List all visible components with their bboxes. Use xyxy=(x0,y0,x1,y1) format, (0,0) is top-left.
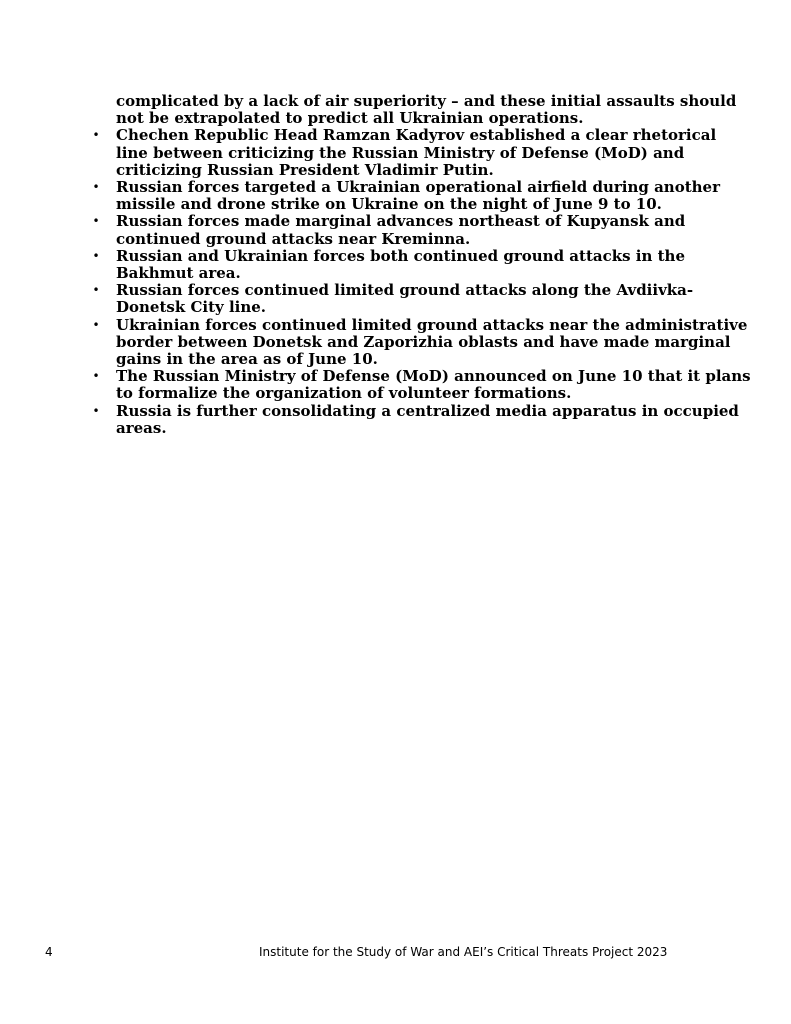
list-item xyxy=(92,281,751,317)
bullet-icon: • xyxy=(92,369,100,384)
bullet-icon: • xyxy=(92,248,100,263)
list-item xyxy=(92,401,751,437)
list-item-text: Russian forces targeted a Ukrainian operational airfield during another missile and drone strike on Ukraine on the night of June 9 to 10. xyxy=(116,178,720,214)
list-item xyxy=(92,178,751,214)
bullet-icon: • xyxy=(92,403,100,418)
list-item-text: Russian forces made marginal advances northeast of Kupyansk and continued ground attacks near Kreminna. xyxy=(116,212,686,248)
list-item-text: The Russian Ministry of Defense (MoD) announced on June 10 that it plans to formalize the organization of volunteer formations. xyxy=(116,367,751,403)
bullet-icon: • xyxy=(92,283,100,298)
key-takeaways-list xyxy=(92,126,751,437)
page-footer xyxy=(0,945,791,963)
list-item-text: Ukrainian forces continued limited ground attacks near the administrative border between Donetsk and Zaporizhia oblasts and have made marginal gains in the area as of June 10. xyxy=(116,315,748,369)
bullet-icon: • xyxy=(92,317,100,332)
list-item xyxy=(92,315,751,369)
bullet-icon: • xyxy=(92,128,100,143)
bullet-icon: • xyxy=(92,214,100,229)
document-body xyxy=(92,92,751,437)
list-item-text: Russian forces continued limited ground attacks along the Avdiivka-Donetsk City line. xyxy=(116,281,694,317)
list-item-text: Russia is further consolidating a centralized media apparatus in occupied areas. xyxy=(116,401,739,437)
continuation-paragraph: complicated by a lack of air superiority – and these initial assaults should not be extrapolated to predict all Ukrainian operations. xyxy=(116,92,737,128)
list-item xyxy=(92,212,751,248)
list-item xyxy=(92,367,751,403)
bullet-icon: • xyxy=(92,180,100,195)
list-item-text: Chechen Republic Head Ramzan Kadyrov established a clear rhetorical line between criticizing the Russian Ministry of Defense (MoD) and criticizing Russian President Vladimir Putin. xyxy=(116,126,717,179)
list-item xyxy=(92,126,751,179)
page-number: 4 xyxy=(45,945,53,959)
footer-text: Institute for the Study of War and AEI’s Critical Threats Project 2023 xyxy=(259,945,668,959)
list-item xyxy=(92,246,751,283)
list-item-text: Russian and Ukrainian forces both continued ground attacks in the Bakhmut area. xyxy=(116,246,685,283)
